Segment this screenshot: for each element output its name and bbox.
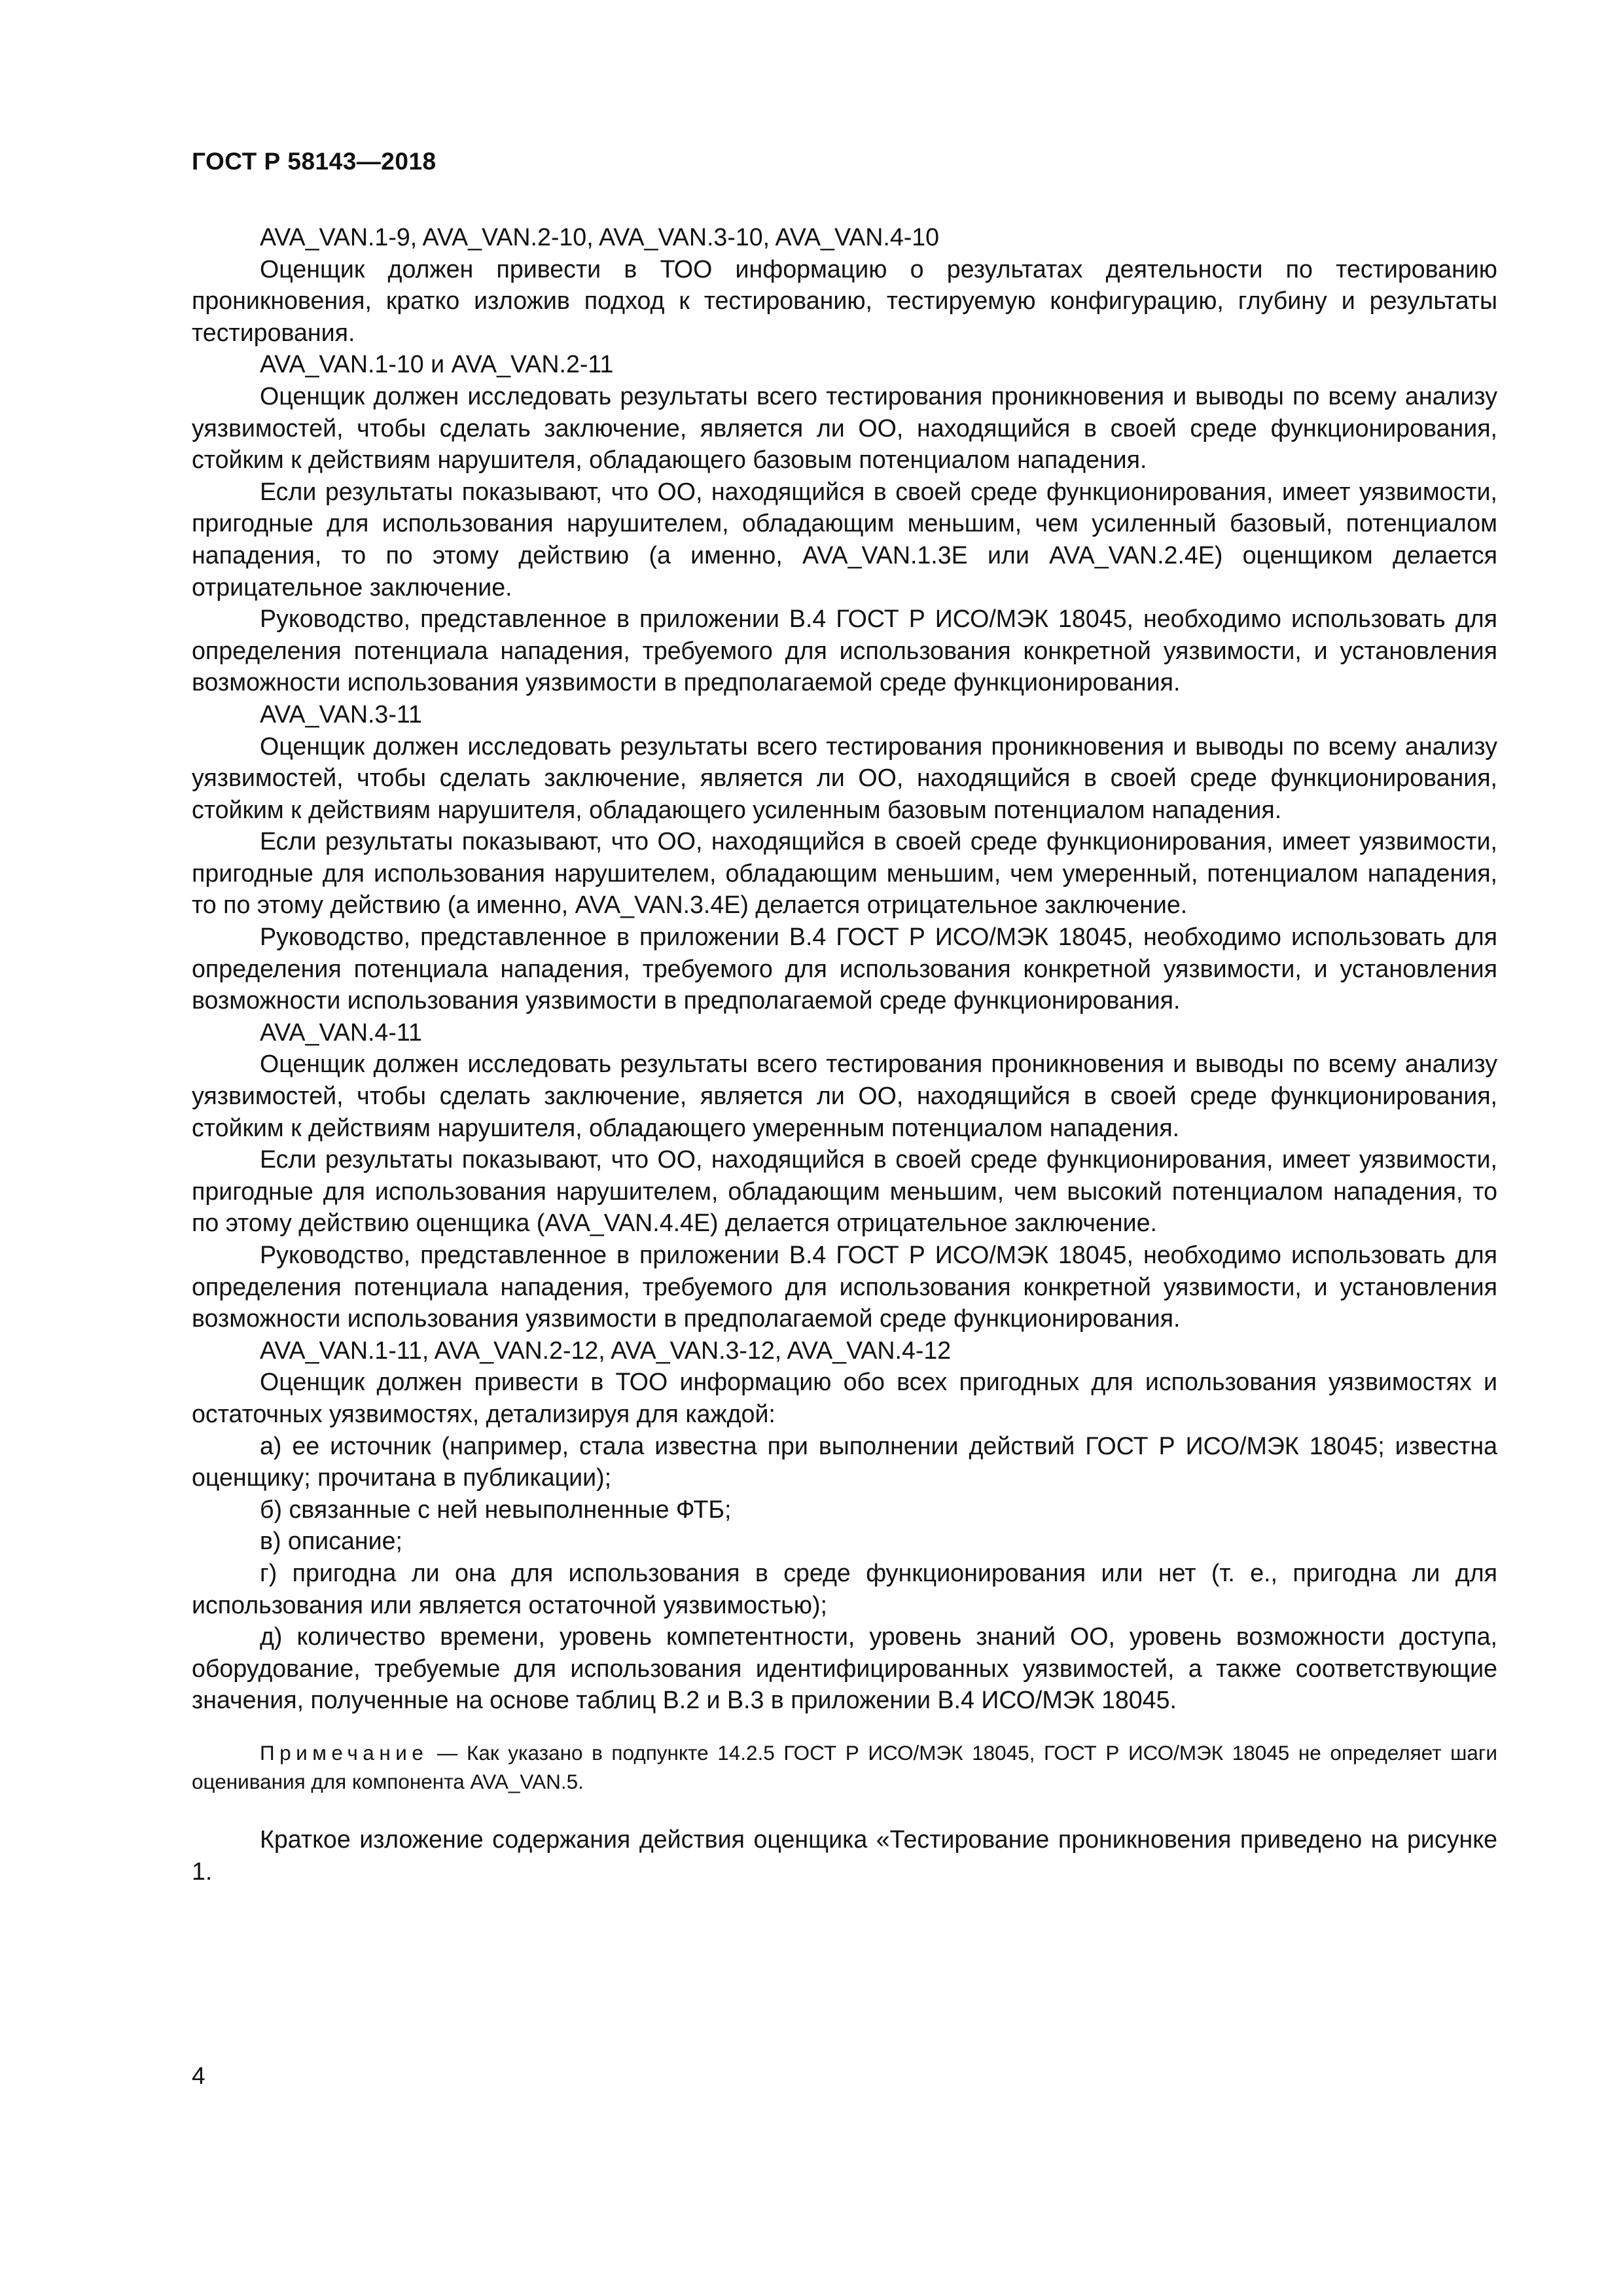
paragraph: Если результаты показывают, что ОО, находящийся в своей среде функционирования, имеет уязвимости, пригодные для использования нарушителем, обладающим меньшим, чем умеренный, потенциалом нападения, то по этому действию (а именно, AVA_VAN.3.4E) делается отрицательное заключение.	[192, 827, 1497, 919]
list-item: в) описание;	[260, 1527, 402, 1555]
page-number: 4	[192, 2062, 205, 2089]
paragraph: Оценщик должен исследовать результаты всего тестирования проникновения и выводы по всему анализу уязвимостей, чтобы сделать заключение, является ли ОО, находящийся в своей среде функционирования, стойким к действиям нарушителя, обладающего усиленным базовым потенциалом нападения.	[192, 732, 1497, 823]
paragraph: Если результаты показывают, что ОО, находящийся в своей среде функционирования, имеет уязвимости, пригодные для использования нарушителем, обладающим меньшим, чем усиленный базовый, потенциалом нападения, то по этому действию (а именно, AVA_VAN.1.3E или AVA_VAN.2.4E) оценщиком делается отрицательное заключение.	[192, 477, 1497, 601]
note-text: — Как указано в подпункте 14.2.5 ГОСТ Р ИСО/МЭК 18045, ГОСТ Р ИСО/МЭК 18045 не определяет шаги оценивания для компонента AVA_VAN.5.	[192, 1740, 1497, 1793]
paragraph: Оценщик должен привести в ТОО информацию обо всех пригодных для использования уязвимостях и остаточных уязвимостях, детализируя для каждой:	[192, 1368, 1497, 1427]
clause-id: AVA_VAN.1-9, AVA_VAN.2-10, AVA_VAN.3-10, AVA_VAN.4-10	[260, 223, 940, 251]
paragraph: Оценщик должен исследовать результаты всего тестирования проникновения и выводы по всему анализу уязвимостей, чтобы сделать заключение, является ли ОО, находящийся в своей среде функционирования, стойким к действиям нарушителя, обладающего базовым потенциалом нападения.	[192, 382, 1497, 474]
document-body	[192, 221, 1497, 1887]
list-item: д) количество времени, уровень компетентности, уровень знаний ОО, уровень возможности доступа, оборудование, требуемые для использования идентифицированных уязвимостей, а также соответствующие значения, полученные на основе таблиц B.2 и B.3 в приложении B.4 ИСО/МЭК 18045.	[192, 1623, 1497, 1714]
paragraph: Руководство, представленное в приложении B.4 ГОСТ Р ИСО/МЭК 18045, необходимо использовать для определения потенциала нападения, требуемого для использования конкретной уязвимости, и установления возможности использования уязвимости в предполагаемой среде функционирования.	[192, 605, 1497, 696]
paragraph: Руководство, представленное в приложении B.4 ГОСТ Р ИСО/МЭК 18045, необходимо использовать для определения потенциала нападения, требуемого для использования конкретной уязвимости, и установления возможности использования уязвимости в предполагаемой среде функционирования.	[192, 1241, 1497, 1333]
list-item: б) связанные с ней невыполненные ФТБ;	[260, 1495, 732, 1523]
note	[192, 1738, 1497, 1796]
clause-id: AVA_VAN.3-11	[260, 700, 422, 728]
note-label: Примечание	[260, 1740, 429, 1765]
clause-id: AVA_VAN.1-11, AVA_VAN.2-12, AVA_VAN.3-12, AVA_VAN.4-12	[260, 1336, 952, 1364]
paragraph: Оценщик должен привести в ТОО информацию о результатах деятельности по тестированию проникновения, кратко изложив подход к тестированию, тестируемую конфигурацию, глубину и результаты тестирования.	[192, 255, 1497, 346]
list-item: г) пригодна ли она для использования в среде функционирования или нет (т. е., пригодна ли для использования или является остаточной уязвимостью);	[192, 1558, 1497, 1619]
list-item: а) ее источник (например, стала известна при выполнении действий ГОСТ Р ИСО/МЭК 18045; известна оценщику; прочитана в публикации);	[192, 1431, 1497, 1492]
paragraph: Руководство, представленное в приложении B.4 ГОСТ Р ИСО/МЭК 18045, необходимо использовать для определения потенциала нападения, требуемого для использования конкретной уязвимости, и установления возможности использования уязвимости в предполагаемой среде функционирования.	[192, 923, 1497, 1014]
clause-id: AVA_VAN.1-10 и AVA_VAN.2-11	[260, 350, 614, 378]
clause-id: AVA_VAN.4-11	[260, 1018, 422, 1046]
paragraph: Если результаты показывают, что ОО, находящийся в своей среде функционирования, имеет уязвимости, пригодные для использования нарушителем, обладающим меньшим, чем высокий потенциалом нападения, то по этому действию оценщика (AVA_VAN.4.4E) делается отрицательное заключение.	[192, 1145, 1497, 1237]
document-header: ГОСТ Р 58143—2018	[192, 148, 437, 175]
summary-paragraph: Краткое изложение содержания действия оценщика «Тестирование проникновения приведено на рисунке 1.	[192, 1825, 1497, 1885]
paragraph: Оценщик должен исследовать результаты всего тестирования проникновения и выводы по всему анализу уязвимостей, чтобы сделать заключение, является ли ОО, находящийся в своей среде функционирования, стойким к действиям нарушителя, обладающего умеренным потенциалом нападения.	[192, 1050, 1497, 1141]
